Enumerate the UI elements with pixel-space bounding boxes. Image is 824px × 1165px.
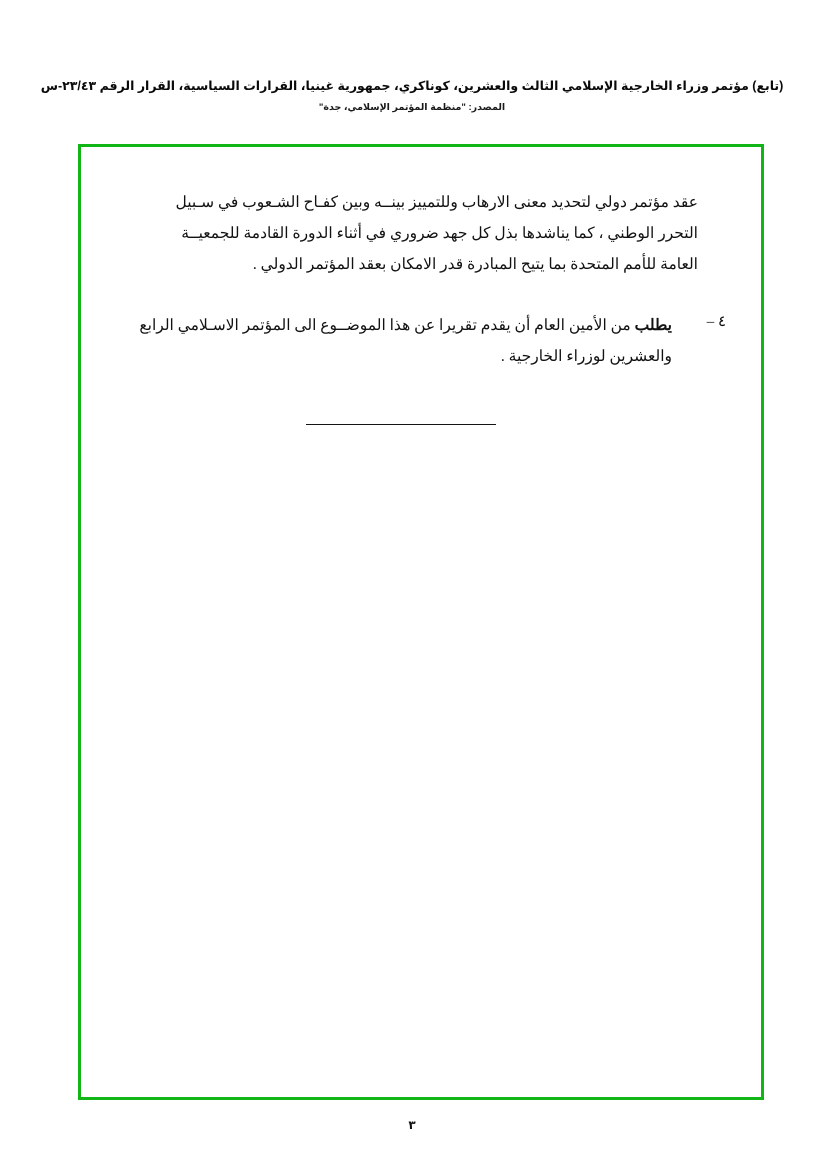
page-header xyxy=(0,78,824,113)
header-source: المصدر: "منظمة المؤتمر الإسلامي، جدة" xyxy=(318,102,506,113)
header-title: (تابع) مؤتمر وزراء الخارجية الإسلامي الثالث والعشرين، كوناكري، جمهورية غينيا، القرارات السياسية، القرار الرقم ٢٣/٤٣-س xyxy=(40,79,784,93)
clause-item xyxy=(116,310,726,372)
section-separator xyxy=(116,412,726,430)
separator-rule xyxy=(306,424,496,425)
clause-line: والعشرين لوزراء الخارجية . xyxy=(500,348,672,365)
clause-line xyxy=(134,310,672,341)
clause-bold-term: يطلب xyxy=(634,317,672,334)
clause-text xyxy=(134,310,672,372)
paragraph-continuation xyxy=(146,187,698,280)
paragraph-line: العامة للأمم المتحدة بما يتيح المبادرة قدر الامكان بعقد المؤتمر الدولي . xyxy=(252,256,698,273)
document-frame xyxy=(78,144,764,1100)
document-content xyxy=(116,187,726,430)
clause-number: ٤ – xyxy=(706,314,726,330)
paragraph-line: التحرر الوطني ، كما يناشدها بذل كل جهد ضروري في أثناء الدورة القادمة للجمعيــة xyxy=(181,225,698,242)
clause-line-rest: من الأمين العام أن يقدم تقريرا عن هذا الموضــوع الى المؤتمر الاسـلامي الرابع xyxy=(139,317,635,334)
paragraph-line: عقد مؤتمر دولي لتحديد معنى الارهاب وللتمييز بينــه وبين كفـاح الشـعوب في سـبيل xyxy=(175,194,698,211)
page-footer xyxy=(0,1118,824,1132)
page-number: ٣ xyxy=(408,1118,416,1132)
